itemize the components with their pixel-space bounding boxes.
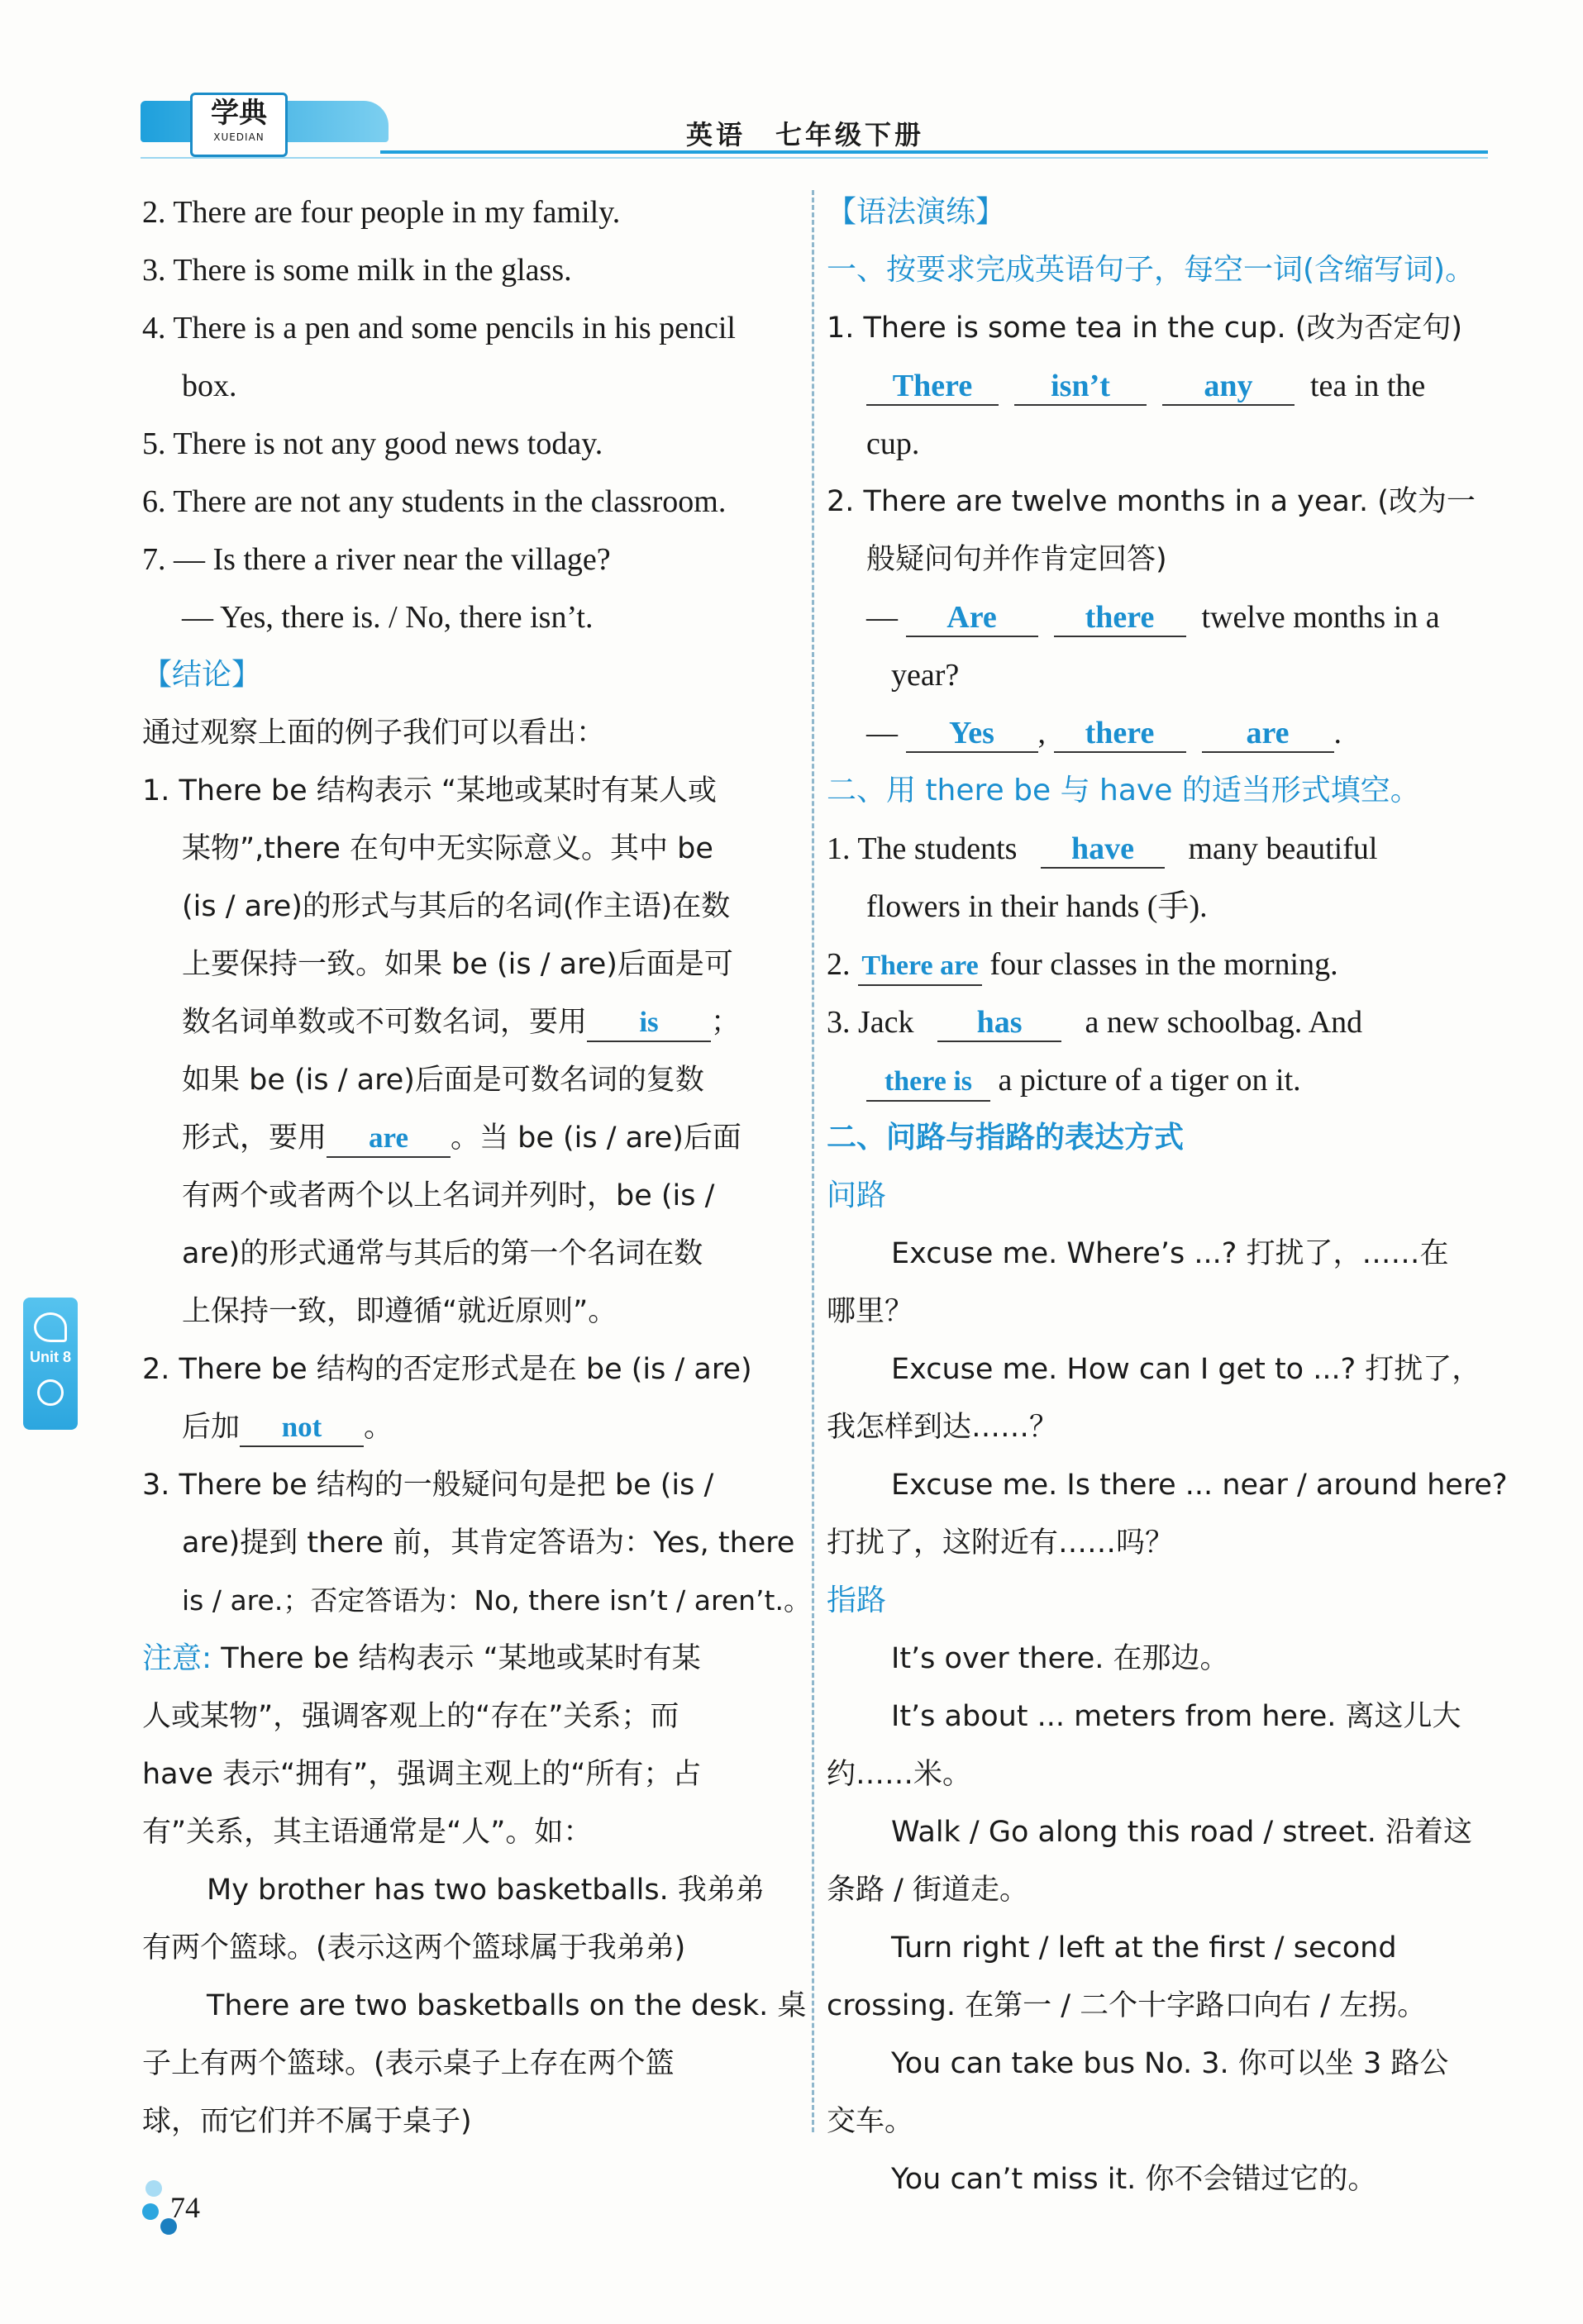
- page-header: [141, 93, 1488, 159]
- ask-3-line-2: 打扰了，这附近有……吗？: [827, 1526, 1175, 1560]
- period: .: [1333, 716, 1342, 750]
- question-2-end: year?: [891, 658, 960, 693]
- answer-blank: not: [240, 1409, 364, 1447]
- rule-2-line-1: 2. There be 结构的否定形式是在 be (is / are): [142, 1353, 752, 1386]
- text: a picture of a tiger on it.: [998, 1063, 1301, 1098]
- rule-1-line-5: [142, 993, 795, 1051]
- question-2-answers: [827, 588, 1480, 646]
- text: tea in the: [1310, 369, 1426, 403]
- direction-5-line-2: 交车。: [827, 2105, 914, 2138]
- dot: [145, 2180, 162, 2197]
- text: 2.: [827, 947, 851, 982]
- example-3: 3. There is some milk in the glass.: [142, 253, 572, 288]
- example-4: 4. There is a pen and some pencils in his pencil: [142, 311, 736, 345]
- direction-4-line-1: Turn right / left at the first / second: [891, 1931, 1397, 1964]
- rule-1-line-10: 上保持一致，即遵循“就近原则”。: [182, 1295, 617, 1328]
- example-4-cont: box.: [182, 369, 237, 403]
- answer-blank: have: [1041, 831, 1165, 869]
- answer-blank: is: [587, 1004, 711, 1042]
- direction-1: It’s over there. 在那边。: [891, 1642, 1229, 1675]
- rule-1-line-7: [142, 1109, 795, 1167]
- unit-label: Unit 8: [29, 1349, 71, 1365]
- answer-blank: there is: [866, 1064, 990, 1102]
- dot: [142, 2203, 159, 2220]
- page-number: 74: [170, 2191, 200, 2224]
- fill-3-end: [827, 1051, 1480, 1109]
- ask-way-heading: 问路: [827, 1179, 887, 1212]
- ask-2-line-2: 我怎样到达……？: [827, 1411, 1059, 1444]
- example-5: 5. There is not any good news today.: [142, 426, 603, 461]
- fill-3: [827, 993, 1480, 1051]
- note-example-1-line-2: 有两个篮球。(表示这两个篮球属于我弟弟): [142, 1931, 686, 1964]
- answer-blank: Are: [906, 599, 1038, 637]
- question-1-end: cup.: [866, 426, 920, 461]
- rule-3-line-3: is / are.；否定答语为：No, there isn’t / aren’t.。: [182, 1584, 811, 1617]
- direction-5-line-1: You can take bus No. 3. 你可以坐 3 路公: [891, 2047, 1449, 2080]
- dash: —: [866, 600, 898, 635]
- note-example-2-line-2: 子上有两个篮球。(表示桌子上存在两个篮: [142, 2047, 675, 2080]
- comma: ,: [1037, 716, 1046, 750]
- answer-blank: any: [1162, 368, 1295, 406]
- ask-3-line-1: Excuse me. Is there ... near / around here?: [891, 1469, 1508, 1502]
- direction-6: You can’t miss it. 你不会错过它的。: [891, 2163, 1377, 2196]
- column-divider: [812, 190, 814, 2132]
- fill-1-end: flowers in their hands (手).: [866, 889, 1208, 924]
- answer-blank: isn’t: [1014, 368, 1147, 406]
- fill-2: [827, 936, 1480, 993]
- note-example-1-line-1: My brother has two basketballs. 我弟弟: [207, 1874, 765, 1907]
- direction-3-line-2: 条路 / 街道走。: [827, 1874, 1029, 1907]
- logo: [190, 93, 288, 157]
- text: four classes in the morning.: [989, 947, 1338, 982]
- text: twelve months in a: [1201, 600, 1440, 635]
- rule-1-line-4: 上要保持一致。如果 be (is / are)后面是可: [182, 948, 733, 981]
- header-rule: [380, 150, 1488, 154]
- example-7: 7. — Is there a river near the village?: [142, 542, 611, 577]
- note-line-1: [142, 1630, 795, 1688]
- answer-blank: there: [1054, 599, 1186, 637]
- right-column: [827, 183, 1508, 2208]
- note-label: 注意:: [142, 1641, 212, 1675]
- answer-blank: There are: [858, 948, 982, 986]
- text: many beautiful: [1188, 831, 1378, 866]
- unit-side-tab: [23, 1298, 78, 1430]
- ask-2-line-1: Excuse me. How can I get to ...? 打扰了，: [891, 1353, 1481, 1386]
- rule-2-line-2: [142, 1398, 795, 1456]
- fill-1: [827, 820, 1480, 878]
- note-line-4: 有”关系，其主语通常是“人”。如：: [142, 1816, 593, 1849]
- header-rule-thin: [141, 157, 1488, 159]
- text: 1. The students: [827, 831, 1018, 866]
- logo-sub-text: XUEDIAN: [213, 131, 265, 143]
- direction-3-line-1: Walk / Go along this road / street. 沿着这: [891, 1816, 1472, 1849]
- rule-3-line-2: are)提到 there 前，其肯定答语为：Yes, there: [182, 1526, 795, 1560]
- text: 形式，要用: [182, 1122, 327, 1155]
- dash: —: [866, 716, 898, 750]
- ask-1-line-2: 哪里？: [827, 1295, 914, 1328]
- swirl-icon: [37, 1379, 64, 1406]
- conclusion-intro: 通过观察上面的例子我们可以看出：: [142, 717, 606, 750]
- ask-1-line-1: Excuse me. Where’s ...? 打扰了，……在: [891, 1237, 1449, 1270]
- text: 。: [364, 1411, 393, 1444]
- section-1-heading: 一、按要求完成英语句子，每空一词(含缩写词)。: [827, 253, 1476, 287]
- example-2: 2. There are four people in my family.: [142, 195, 621, 230]
- conclusion-heading: 【结论】: [142, 658, 262, 692]
- answer-blank: has: [937, 1004, 1061, 1042]
- text: 。当 be (is / are)后面: [451, 1122, 741, 1155]
- question-1: 1. There is some tea in the cup. (改为否定句): [827, 312, 1463, 345]
- rule-1-line-1: 1. There be 结构表示 “某地或某时有某人或: [142, 774, 718, 807]
- left-column: [142, 183, 811, 2150]
- answer-blank: are: [1202, 715, 1334, 753]
- answer-blank: are: [327, 1120, 451, 1158]
- note-example-2-line-3: 球，而它们并不属于桌子): [142, 2105, 472, 2138]
- direction-2-line-2: 约……米。: [827, 1758, 972, 1791]
- note-line-2: 人或某物”，强调客观上的“存在”关系；而: [142, 1700, 679, 1733]
- note-line-3: have 表示“拥有”，强调主观上的“所有；占: [142, 1758, 702, 1791]
- wing-icon: [34, 1312, 67, 1342]
- question-1-answers: [827, 357, 1480, 415]
- book-title: 英语 七年级下册: [686, 119, 925, 150]
- section-3-heading: 二、问路与指路的表达方式: [827, 1121, 1185, 1155]
- question-2-line-2: 般疑问句并作肯定回答): [866, 543, 1167, 576]
- text: 后加: [182, 1411, 241, 1444]
- text: There be 结构表示 “某地或某时有某: [212, 1642, 701, 1675]
- answer-blank: Yes: [906, 715, 1038, 753]
- text: ；: [711, 1006, 741, 1039]
- direction-4-line-2: crossing. 在第一 / 二个十字路口向右 / 左拐。: [827, 1989, 1427, 2022]
- rule-1-line-3: (is / are)的形式与其后的名词(作主语)在数: [182, 890, 731, 923]
- note-example-2-line-1: There are two basketballs on the desk. 桌: [207, 1989, 807, 2022]
- answer-blank: There: [866, 368, 999, 406]
- example-6: 6. There are not any students in the classroom.: [142, 484, 727, 519]
- direction-2-line-1: It’s about ... meters from here. 离这儿大: [891, 1700, 1461, 1733]
- example-7-answer: — Yes, there is. / No, there isn’t.: [182, 600, 594, 635]
- rule-1-line-6: 如果 be (is / are)后面是可数名词的复数: [182, 1064, 704, 1097]
- rule-3-line-1: 3. There be 结构的一般疑问句是把 be (is /: [142, 1469, 714, 1502]
- rule-1-line-2: 某物”,there 在句中无实际意义。其中 be: [182, 832, 713, 865]
- text: a new schoolbag. And: [1085, 1005, 1363, 1040]
- section-2-heading: 二、用 there be 与 have 的适当形式填空。: [827, 774, 1420, 807]
- question-2-reply: [827, 704, 1480, 762]
- text: 数名词单数或不可数名词，要用: [182, 1006, 588, 1039]
- rule-1-line-8: 有两个或者两个以上名词并列时，be (is /: [182, 1179, 715, 1212]
- give-directions-heading: 指路: [827, 1583, 887, 1617]
- text: 3. Jack: [827, 1005, 914, 1040]
- answer-blank: there: [1054, 715, 1186, 753]
- rule-1-line-9: are)的形式通常与其后的第一个名词在数: [182, 1237, 703, 1270]
- practice-heading: 【语法演练】: [827, 195, 1006, 229]
- logo-main-text: 学典: [211, 97, 267, 130]
- question-2-line-1: 2. There are twelve months in a year. (改为一: [827, 485, 1476, 518]
